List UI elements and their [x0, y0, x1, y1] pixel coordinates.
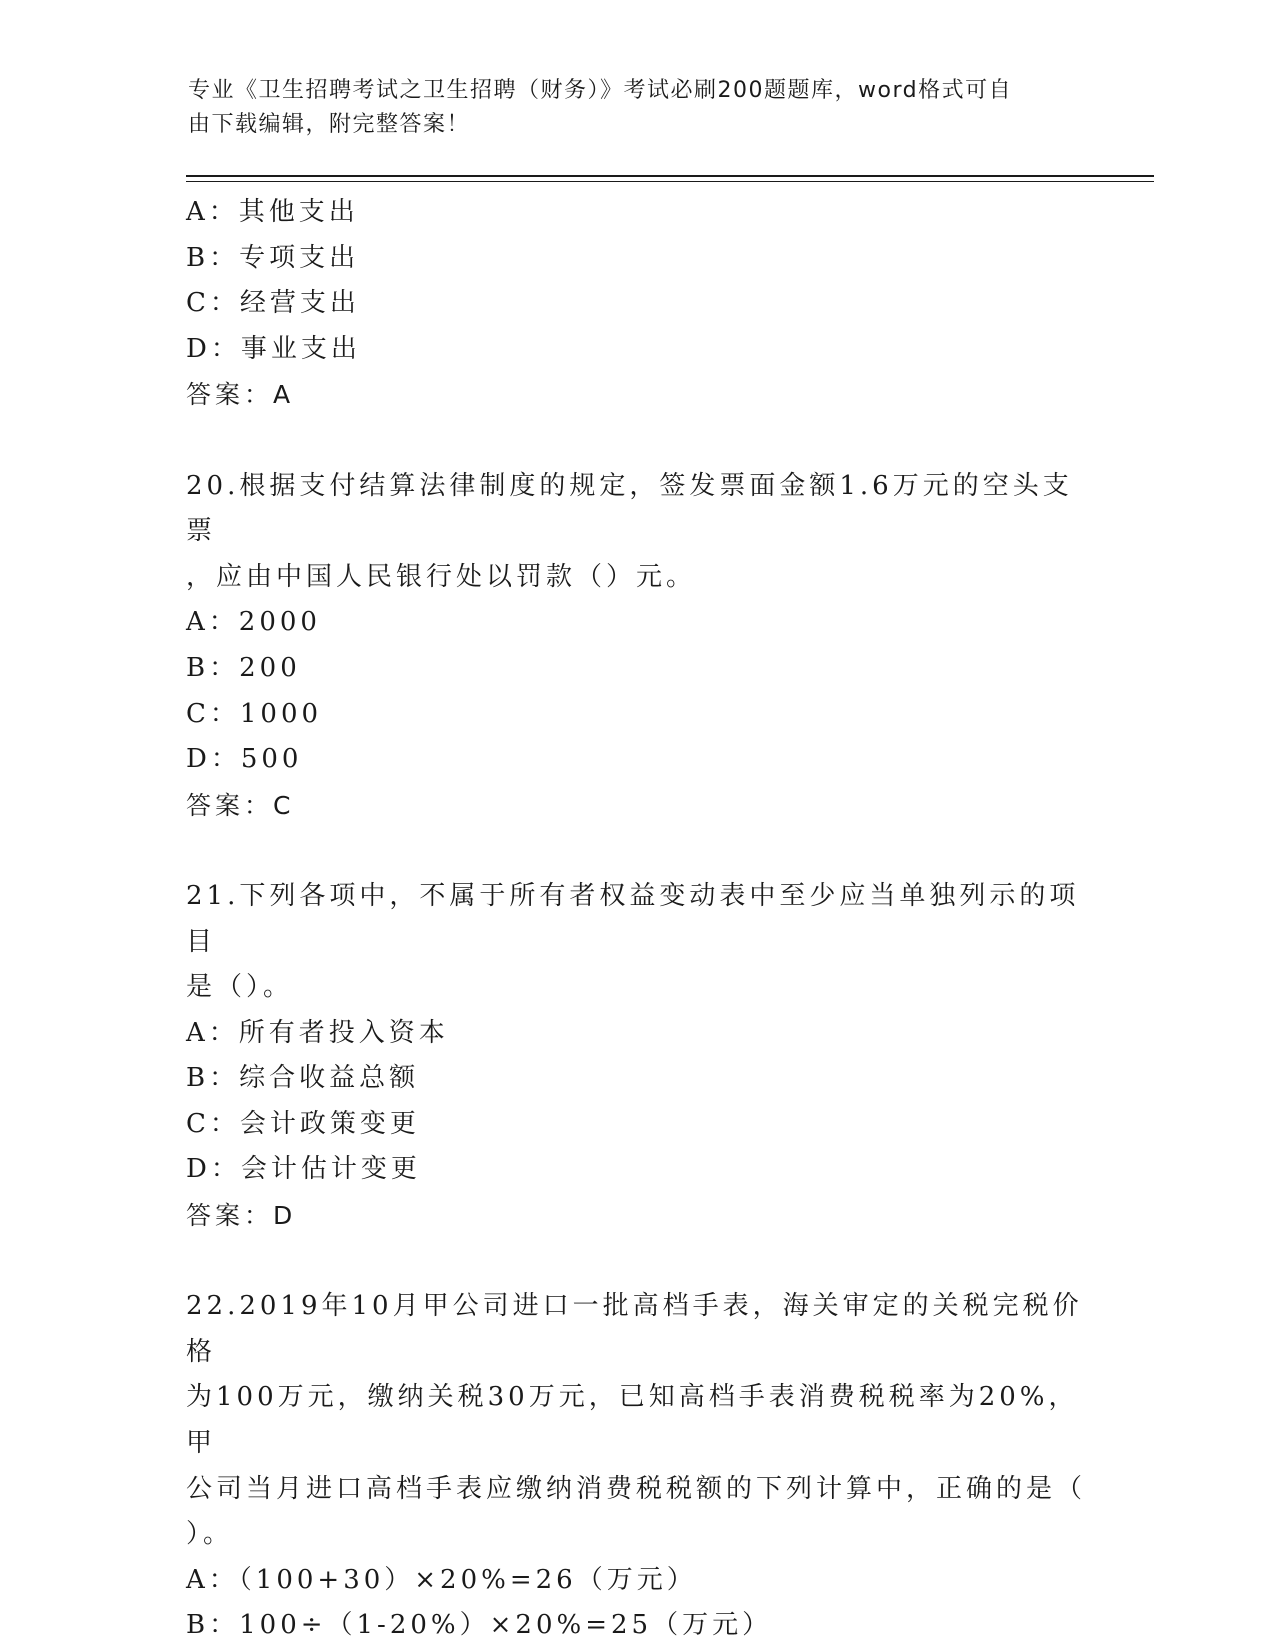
- spacer: [186, 828, 1086, 874]
- header-line-2: 由下载编辑，附完整答案！: [188, 112, 471, 137]
- option-a: A：其他支出: [186, 197, 359, 227]
- question-stem-line: 是（）。: [186, 972, 294, 1003]
- option-c: C：会计政策变更: [186, 1108, 420, 1139]
- option-b: B：100÷（1-20%）×20%=25（万元）: [186, 1610, 773, 1641]
- option-a: A：2000: [186, 607, 321, 638]
- header-divider-thin: [186, 181, 1154, 182]
- document-header: [188, 74, 1068, 142]
- header-divider-thick: [186, 175, 1154, 177]
- spacer: [186, 418, 1086, 464]
- option-d: D：会计估计变更: [186, 1154, 421, 1185]
- answer-line: 答案：D: [186, 1201, 297, 1231]
- header-line-1: 专业《卫生招聘考试之卫生招聘（财务）》考试必刷200题题库，word格式可自: [188, 78, 1013, 103]
- option-a: A：所有者投入资本: [186, 1017, 449, 1048]
- option-d: D：事业支出: [186, 333, 361, 364]
- question-stem-line: 为100万元，缴纳关税30万元，已知高档手表消费税税率为20%，甲: [186, 1382, 1079, 1459]
- answer-line: 答案：C: [186, 790, 295, 820]
- question-20: [186, 464, 1086, 829]
- question-stem-line: 21.下列各项中，不属于所有者权益变动表中至少应当单独列示的项目: [186, 880, 1080, 957]
- question-stem-line: ）。: [186, 1519, 234, 1550]
- question-content: [186, 190, 1086, 1649]
- option-a: A：（100+30）×20%=26（万元）: [186, 1564, 697, 1595]
- question-19: [186, 190, 1086, 418]
- question-21: [186, 874, 1086, 1239]
- option-c: C：1000: [186, 698, 323, 729]
- question-22: [186, 1284, 1086, 1649]
- answer-line: 答案：A: [186, 380, 295, 410]
- question-stem-line: 22.2019年10月甲公司进口一批高档手表，海关审定的关税完税价格: [186, 1291, 1083, 1367]
- question-stem-line: 公司当月进口高档手表应缴纳消费税税额的下列计算中，正确的是（: [186, 1473, 1087, 1504]
- option-d: D：500: [186, 744, 303, 775]
- spacer: [186, 1239, 1086, 1285]
- option-c: C：经营支出: [186, 288, 360, 319]
- question-stem-line: 20.根据支付结算法律制度的规定，签发票面金额1.6万元的空头支票: [186, 470, 1073, 547]
- question-stem-line: ，应由中国人民银行处以罚款（）元。: [186, 561, 697, 592]
- option-b: B：200: [186, 652, 301, 683]
- option-b: B：专项支出: [186, 242, 360, 273]
- option-b: B：综合收益总额: [186, 1063, 420, 1094]
